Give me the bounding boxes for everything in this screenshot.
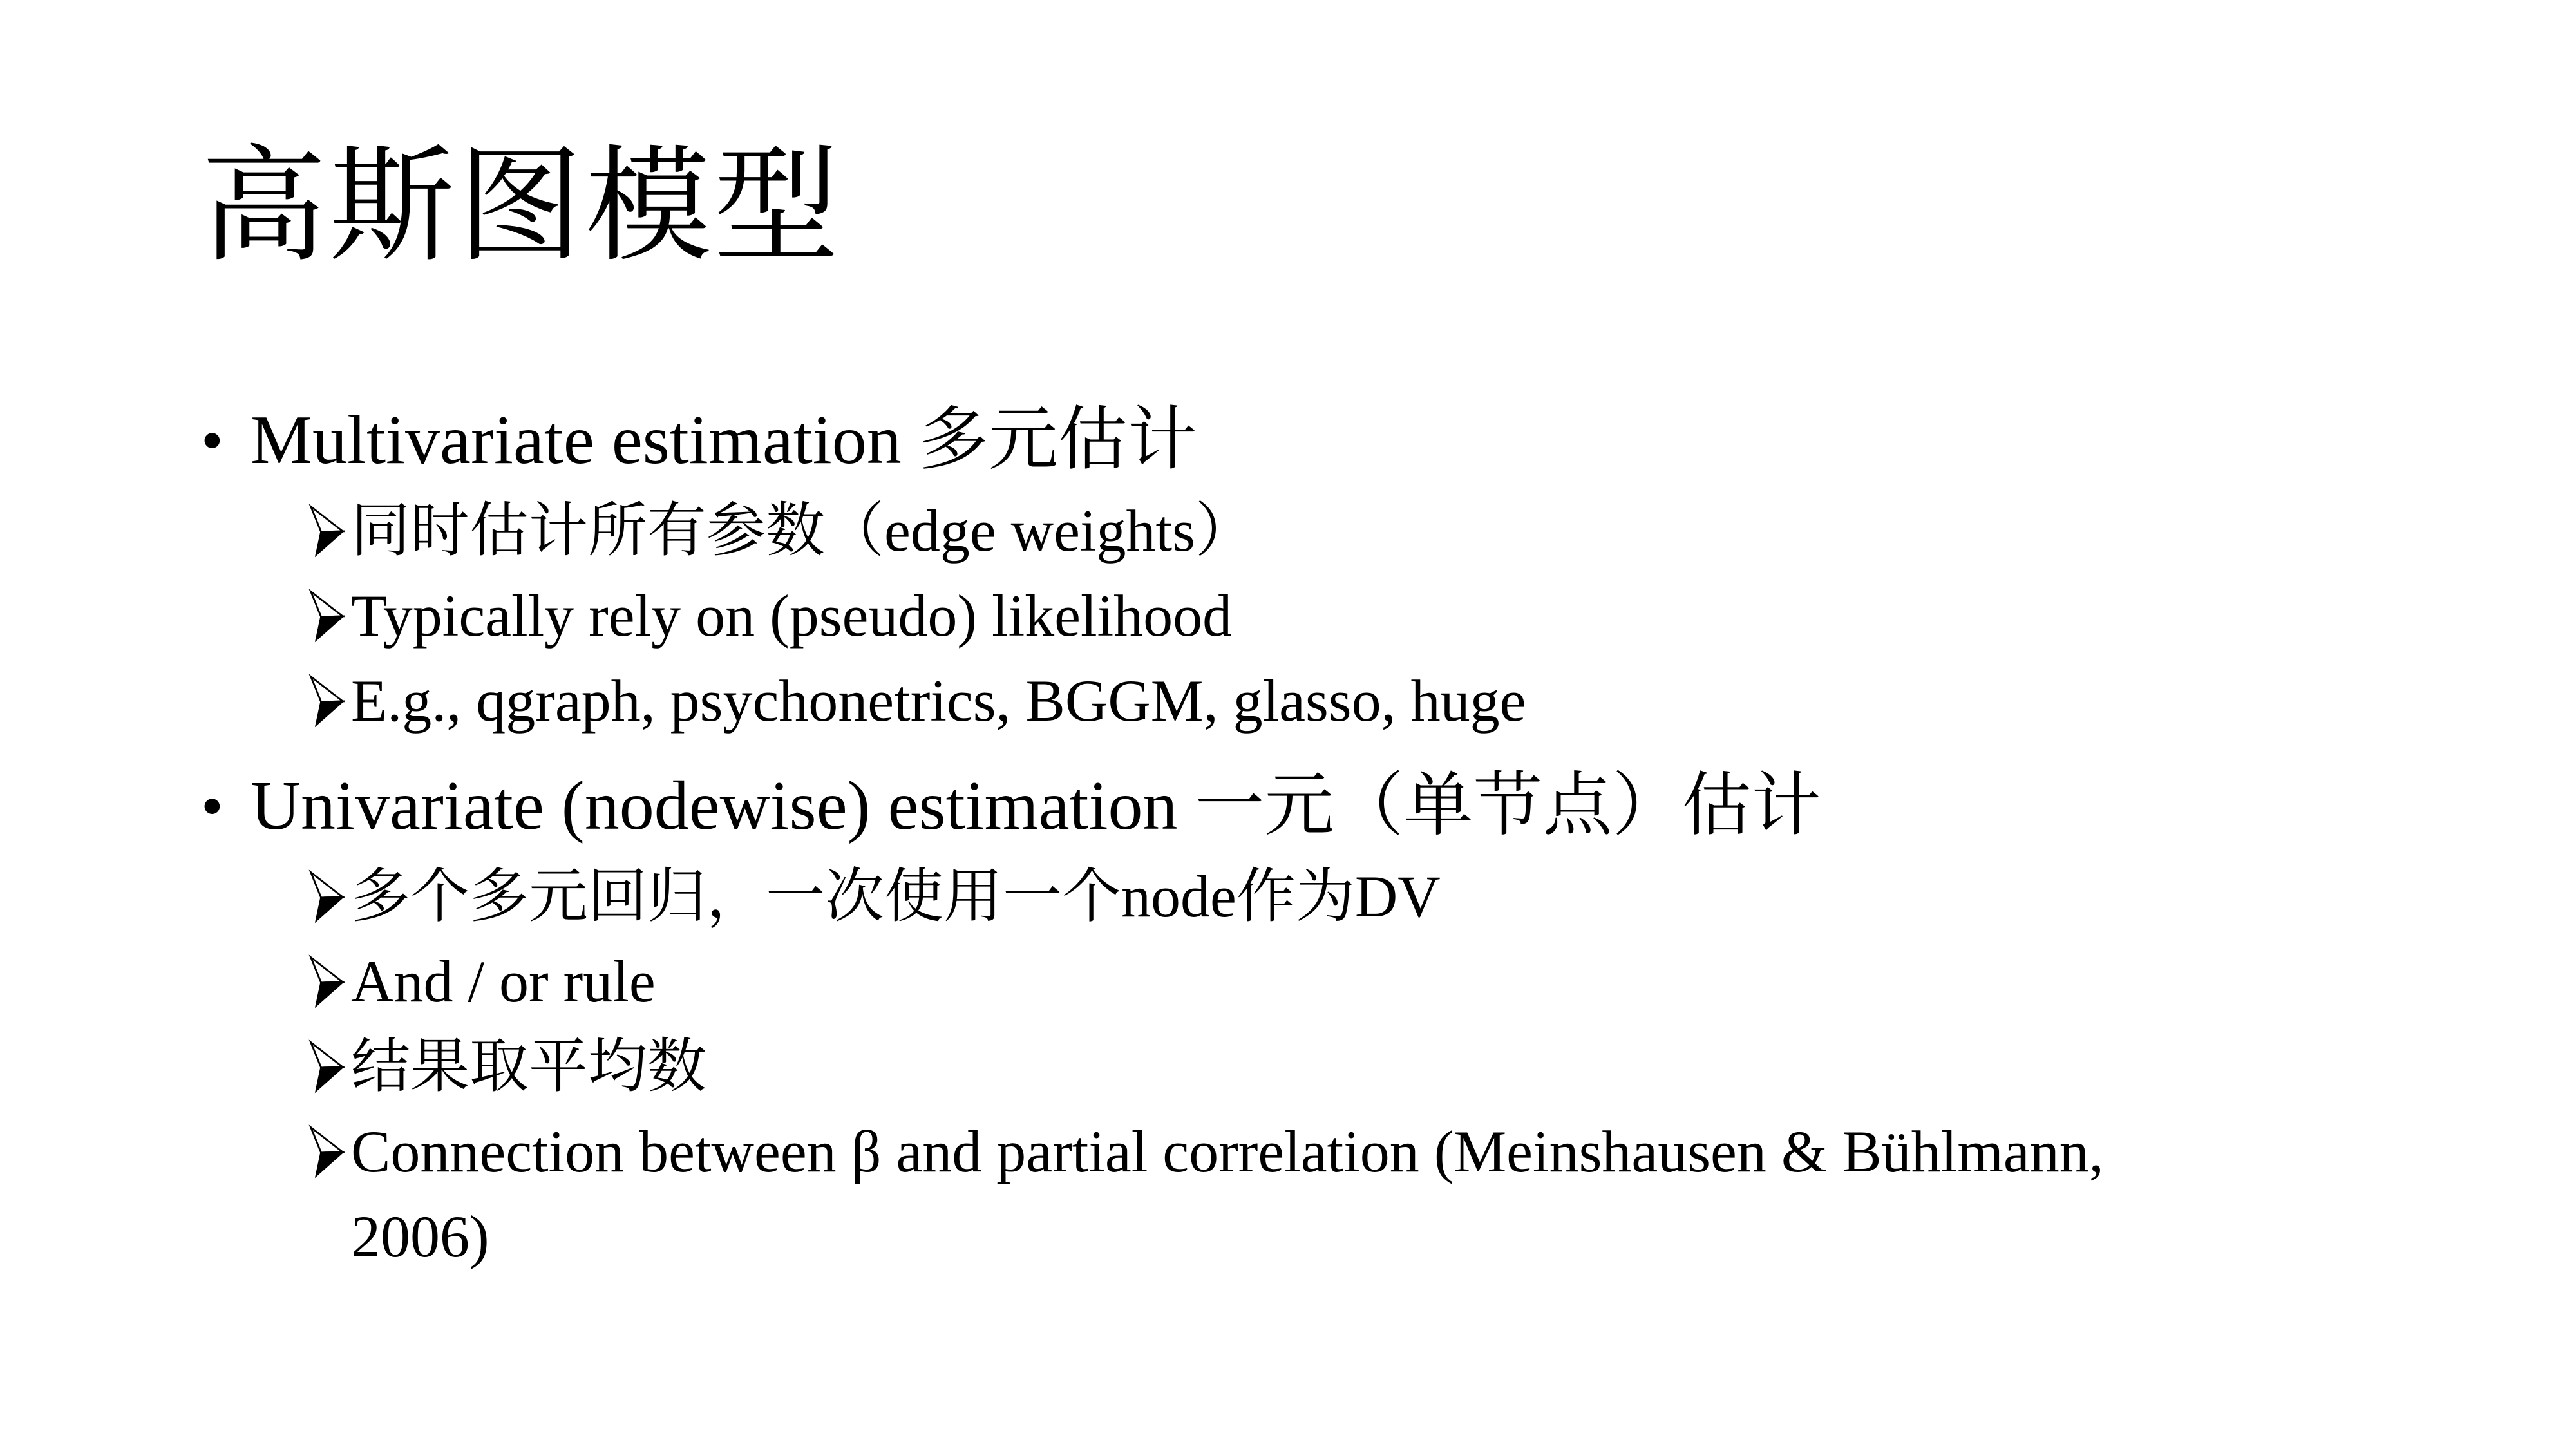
sub-bullet-text: 多个多元回归，一次使用一个node作为DV — [351, 864, 1441, 929]
sub-bullet-text: 同时估计所有参数（edge weights） — [351, 498, 1255, 564]
dot-bullet-icon: • — [201, 405, 223, 476]
arrow-bullet-icon — [308, 1109, 351, 1194]
sub-bullet-text: Typically rely on (pseudo) likelihood — [351, 583, 1233, 649]
page-title: 高斯图模型 — [201, 138, 842, 277]
bullet-item — [201, 393, 2410, 488]
sub-bullet-item — [201, 658, 2410, 743]
arrow-bullet-icon — [308, 573, 351, 658]
arrow-bullet-icon — [308, 1024, 351, 1109]
slide-body — [201, 393, 2410, 1279]
sub-bullet-text: Connection between β and partial correlation (Meinshausen & Bühlmann, 2006) — [351, 1119, 2104, 1269]
arrow-bullet-icon — [308, 658, 351, 743]
bullet-text: Univariate (nodewise) estimation 一元（单节点）估计 — [251, 768, 1821, 844]
sub-bullet-text: And / or rule — [351, 949, 656, 1014]
arrow-bullet-icon — [308, 854, 351, 939]
arrow-bullet-icon — [308, 939, 351, 1024]
dot-bullet-icon: • — [201, 771, 223, 842]
bullet-item — [201, 759, 2410, 854]
sub-bullet-item — [201, 1024, 2410, 1109]
bullet-text: Multivariate estimation 多元估计 — [251, 402, 1197, 478]
sub-bullet-item — [201, 854, 2410, 939]
sub-bullet-text: E.g., qgraph, psychonetrics, BGGM, glasso, huge — [351, 668, 1526, 734]
sub-bullet-text: 结果取平均数 — [351, 1034, 707, 1099]
sub-bullet-item — [201, 1109, 2410, 1279]
sub-bullet-item — [201, 488, 2410, 573]
sub-bullet-item — [201, 573, 2410, 658]
arrow-bullet-icon — [308, 488, 351, 573]
sub-bullet-item — [201, 939, 2410, 1024]
